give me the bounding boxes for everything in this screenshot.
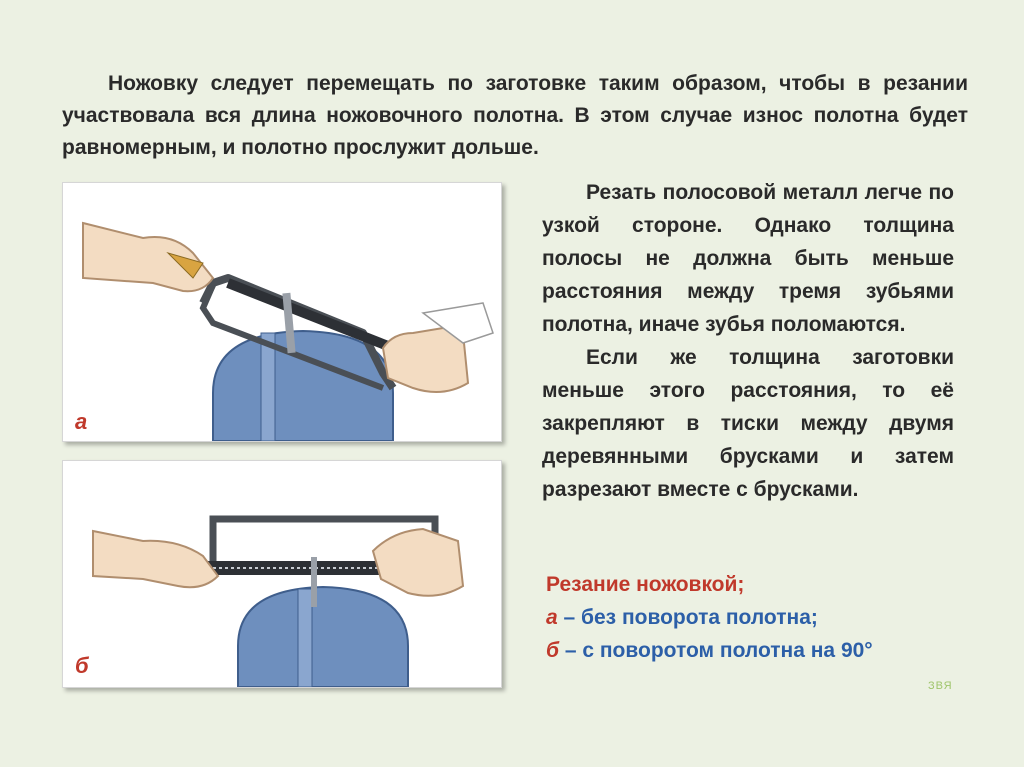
caption-item-b-letter: б	[546, 639, 560, 662]
caption-item-b	[546, 634, 966, 667]
left-hand-shape	[93, 531, 218, 587]
figure-a-label: а	[75, 409, 88, 434]
figure-a	[62, 182, 502, 442]
figure-caption	[546, 568, 966, 667]
hacksaw-illustration-b	[63, 461, 501, 687]
vise-jaw-shape	[261, 333, 275, 441]
hacksaw-illustration-a	[63, 183, 501, 441]
side-paragraph-1: Резать полосовой металл легче по узкой стороне. Однако толщина полосы не должна быть меньше расстояния между тремя зубьями полотна, иначе зубья поломаются.	[542, 181, 954, 336]
intro-paragraph: Ножовку следует перемещать по заготовке таким образом, чтобы в резании участвовала вся длина ножовочного полотна. В этом случае износ полотна будет равномерным, и полотно прослужит дольше.	[62, 72, 968, 159]
watermark: ЗВЯ	[928, 680, 953, 692]
left-hand-shape	[83, 223, 213, 291]
figure-b	[62, 460, 502, 688]
figure-b-label: б	[75, 653, 89, 678]
side-paragraph-2: Если же толщина заготовки меньше этого расстояния, то её закрепляют в тиски между двумя деревянными брусками и затем разрезают вместе с брусками.	[542, 346, 954, 501]
side-text	[542, 176, 954, 506]
caption-title: Резание ножовкой;	[546, 573, 745, 596]
caption-item-b-text: – с поворотом полотна на 90°	[559, 639, 873, 662]
caption-item-a-text: – без поворота полотна;	[557, 606, 818, 629]
caption-item-a-letter: а	[546, 606, 558, 629]
blade-pin-shape	[311, 557, 317, 607]
caption-item-a	[546, 601, 966, 634]
workpiece-shape	[238, 587, 408, 687]
vise-jaw-shape	[298, 589, 312, 687]
right-hand-shape	[373, 529, 463, 596]
